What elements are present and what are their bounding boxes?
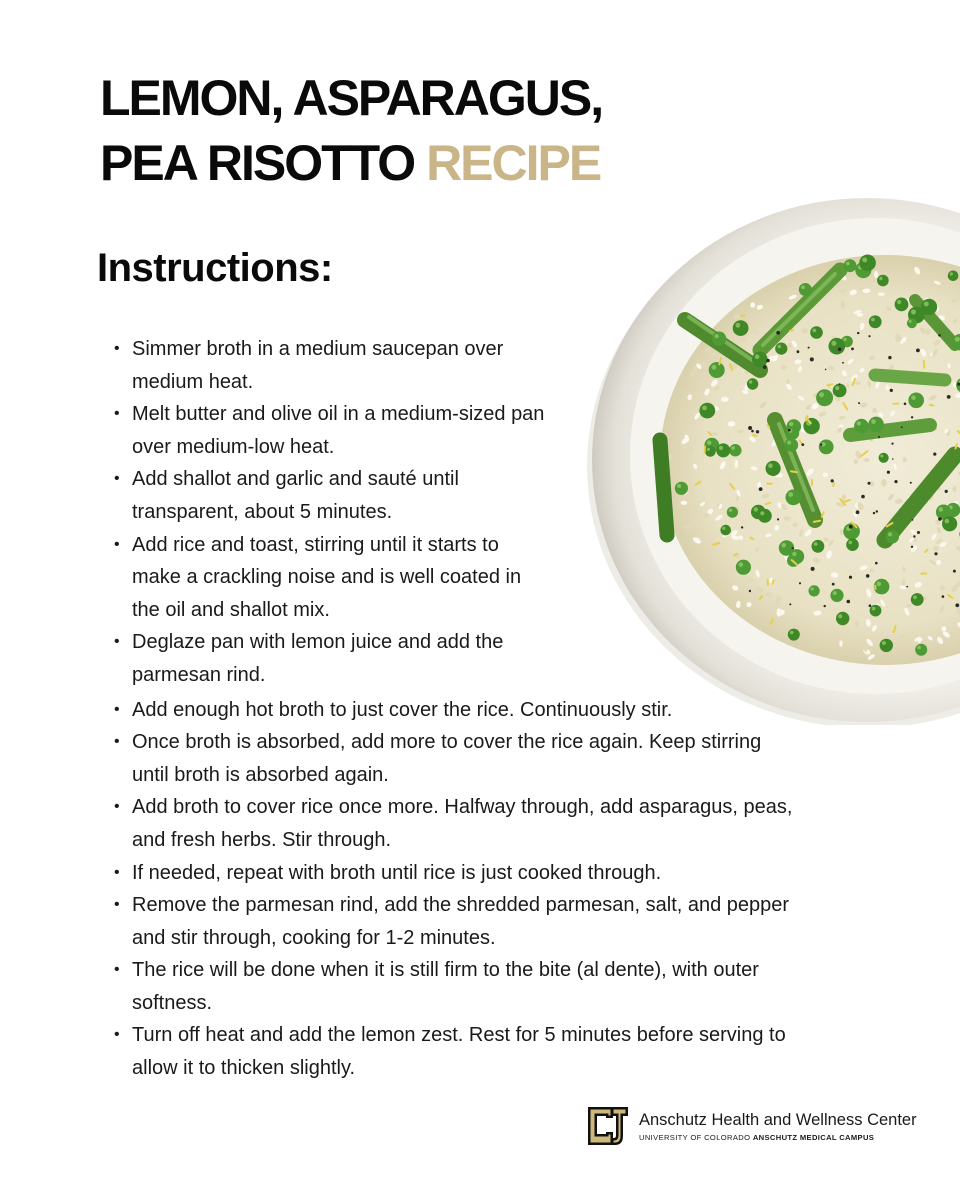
instruction-step [112,889,792,954]
instruction-step [112,463,792,528]
instruction-step [112,1019,792,1084]
instruction-step [112,398,792,463]
step-text [132,1019,792,1084]
step-line: transparent, about 5 minutes. [132,500,393,523]
step-line: Turn off heat and add the lemon zest. Rest for 5 minutes before serving to [132,1024,786,1047]
instructions-heading: Instructions: [97,246,333,290]
step-line: The rice will be done when it is still firm to the bite (al dente), with outer [132,959,759,982]
step-line: Melt butter and olive oil in a medium-sized pan [132,403,545,426]
bullet-icon: • [114,340,120,357]
step-line: If needed, repeat with broth until rice is just cooked through. [132,861,662,884]
bullet-icon: • [114,863,120,881]
footer-logo [586,1104,926,1148]
org-name: Anschutz Health and Wellness Center [639,1111,917,1129]
step-line: Add rice and toast, stirring until it starts to [132,533,499,556]
org-sub-regular: UNIVERSITY OF COLORADO [639,1133,751,1142]
step-line: Deglaze pan with lemon juice and add the [132,631,504,654]
bullet-icon: • [114,700,120,718]
bullet-icon: • [114,961,120,979]
step-line: allow it to thicken slightly. [132,1057,356,1080]
step-line: parmesan rind. [132,663,266,686]
step-text [132,889,792,954]
step-text [132,954,792,1019]
instruction-step [112,529,792,627]
step-text [132,333,792,398]
org-sub-bold: ANSCHUTZ MEDICAL CAMPUS [752,1133,875,1142]
step-text [132,857,792,890]
step-text [132,463,792,528]
bullet-icon: • [114,470,120,488]
step-line: and fresh herbs. Stir through. [132,828,392,851]
step-line: Add broth to cover rice once more. Halfway through, add asparagus, peas, [132,796,793,819]
bullet-icon: • [114,633,120,651]
step-line: Once broth is absorbed, add more to cover the rice again. Keep stirring [132,731,762,754]
instruction-step [112,333,792,398]
step-text [132,626,792,691]
bullet-icon: • [114,535,120,553]
step-line: over medium-low heat. [132,435,335,458]
title-line-1: LEMON, ASPARAGUS, [100,70,603,126]
instruction-step [112,954,792,1019]
step-line: and stir through, cooking for 1-2 minutes. [132,926,496,949]
bullet-icon: • [114,1026,120,1044]
step-line: the oil and shallot mix. [132,598,330,621]
title-main: PEA RISOTTO [100,135,415,191]
instruction-list [112,333,792,1085]
bullet-icon: • [114,798,120,816]
step-text [132,694,792,727]
instruction-step [112,857,792,890]
instruction-step [112,626,792,691]
step-text [132,726,792,791]
bullet-icon: • [114,896,120,914]
title-accent: RECIPE [426,135,601,191]
step-line: Simmer broth in a medium saucepan over [132,338,504,360]
cu-logo-icon [586,1104,630,1148]
step-text [132,529,792,627]
step-line: Remove the parmesan rind, add the shredded parmesan, salt, and pepper [132,894,790,917]
instruction-step [112,791,792,856]
step-line: softness. [132,991,213,1014]
instruction-step [112,694,792,727]
instruction-step [112,726,792,791]
bullet-icon: • [114,405,120,423]
step-text [132,398,792,463]
step-line: make a crackling noise and is well coated in [132,566,522,589]
bullet-icon: • [114,733,120,751]
step-line: Add enough hot broth to just cover the rice. Continuously stir. [132,698,673,721]
org-subtitle [639,1133,874,1143]
step-line: Add shallot and garlic and sauté until [132,468,459,491]
step-text [132,791,792,856]
step-line: medium heat. [132,370,254,393]
recipe-title [100,66,602,196]
step-line: until broth is absorbed again. [132,763,389,786]
title-line-2 [100,131,602,196]
